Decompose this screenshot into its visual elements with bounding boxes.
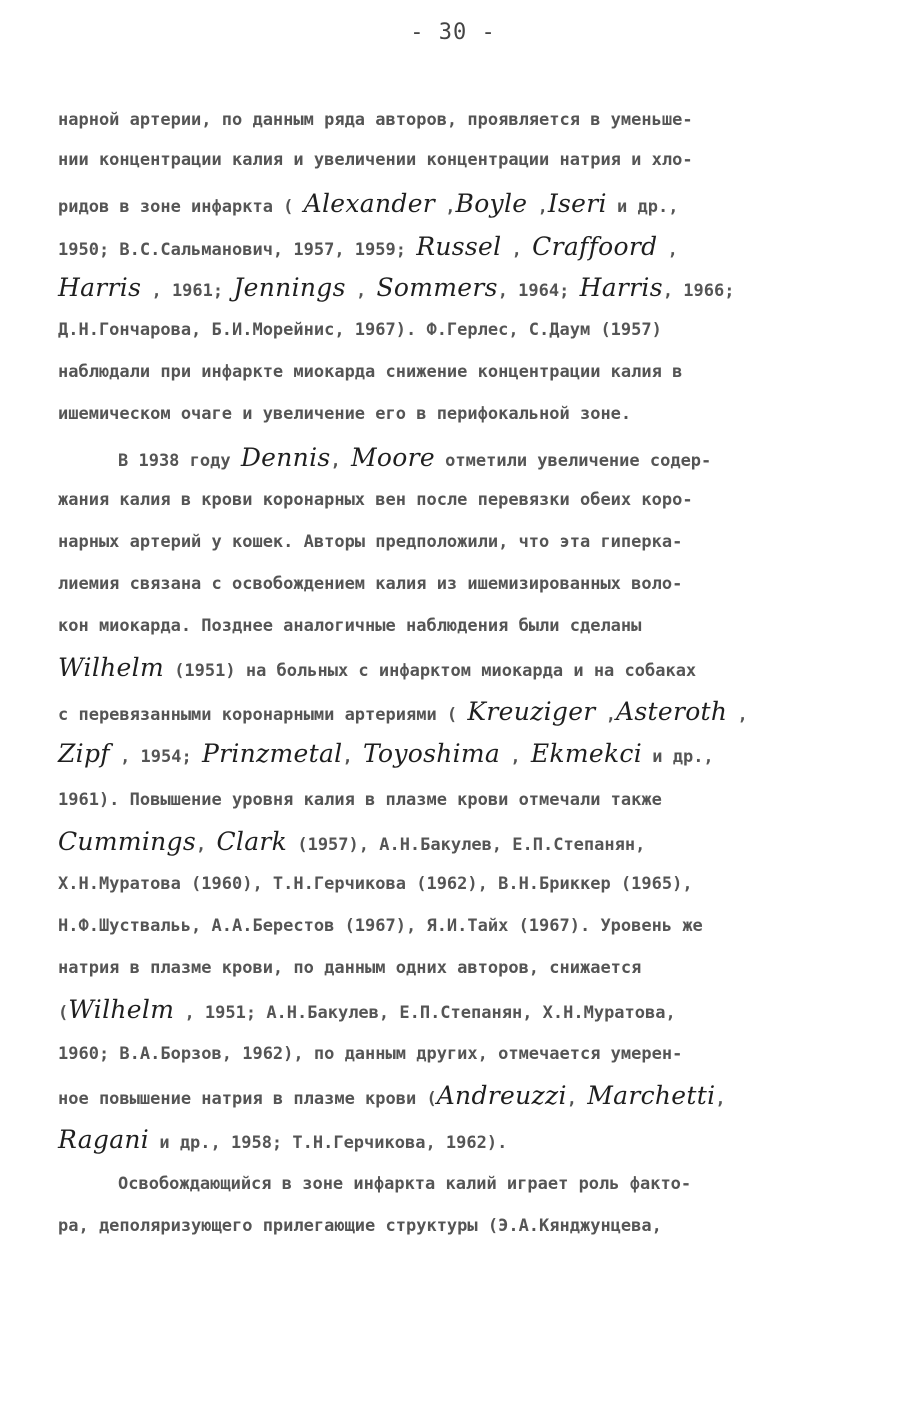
text-line [58,184,858,224]
typed-text: , 1951; А.Н.Бакулев, Е.П.Степанян, Х.Н.Муратова, [174,1003,676,1023]
typed-text: , [727,705,748,725]
text-line [58,310,858,350]
typed-text: ра, деполяризующего прилегающие структуры (Э.А.Кянджунцева, [58,1216,662,1236]
handwritten-name: Craffoord [532,232,658,261]
handwritten-name: Zipf [58,739,110,768]
typed-text: , 1954; [109,747,202,767]
typed-text: , [657,240,678,260]
text-line [58,864,858,904]
typed-text: нарных артерий у кошек. Авторы предположили, что эта гиперка- [58,532,683,552]
typed-text: , [527,197,548,217]
typed-text: Освобождающийся в зоне инфаркта калий играет роль факто- [118,1174,692,1194]
text-line [58,100,858,140]
handwritten-name: Kreuziger [467,697,596,726]
typed-text: , 1961; [141,281,234,301]
typed-text: , 1964; [497,281,580,301]
typed-text: Х.Н.Муратова (1960), Т.Н.Герчикова (1962), В.Н.Бриккер (1965), [58,874,693,894]
typed-text: В 1938 году [118,451,241,471]
text-line [58,480,858,520]
text-line [58,822,858,862]
handwritten-name: Harris [579,273,663,302]
typed-text: , [501,240,533,260]
typed-text: , [435,197,456,217]
handwritten-name: Jennings [233,273,346,302]
handwritten-name: Marchetti [587,1081,716,1110]
text-line [58,352,858,392]
handwritten-name: Harris [58,273,142,302]
typed-text: и др., [642,747,714,767]
typed-text: 1960; В.А.Борзов, 1962), по данным других, отмечается умерен- [58,1044,683,1064]
typed-text: 1950; В.С.Сальманович, 1957, 1959; [58,240,417,260]
text-line [58,140,858,180]
typed-text: отметили увеличение содер- [434,451,712,471]
text-line [58,692,858,732]
text-line [58,227,858,267]
text-line [58,1076,858,1116]
typed-text: , [330,451,351,471]
typed-text: с перевязанными коронарными артериями ( [58,705,468,725]
handwritten-name: Alexander [303,189,436,218]
typed-text: наблюдали при инфаркте миокарда снижение концентрации калия в [58,362,683,382]
text-line [118,438,906,478]
typed-text: , [500,747,531,767]
typed-text: и др., 1958; Т.Н.Герчикова, 1962). [149,1133,508,1153]
handwritten-name: Sommers [376,273,498,302]
typed-text: и др., [606,197,679,217]
page-number: - 30 - [410,20,496,45]
typed-text: нарной артерии, по данным ряда авторов, проявляется в уменьше- [58,110,693,130]
typed-text: (1951) на больных с инфарктом миокарда и на собаках [163,661,697,681]
handwritten-name: Boyle [455,189,528,218]
text-line [58,734,858,774]
typed-text: Д.Н.Гончарова, Б.И.Морейнис, 1967). Ф.Герлес, С.Даум (1957) [58,320,662,340]
typed-text: ное повышение натрия в плазме крови ( [58,1089,437,1109]
handwritten-name: Wilhelm [68,995,175,1024]
typed-text: Н.Ф.Шуствальь, А.А.Берестов (1967), Я.И.Тайх (1967). Уровень же [58,916,703,936]
handwritten-name: Andreuzzi [436,1081,567,1110]
typed-text: , [195,835,217,855]
text-line [58,564,858,604]
text-line [118,1164,906,1204]
text-line [58,522,858,562]
typed-text: (1957), А.Н.Бакулев, Е.П.Степанян, [287,835,646,855]
typed-text: ридов в зоне инфаркта ( [58,197,304,217]
typed-text: , 1966; [662,281,735,301]
text-line [58,606,858,646]
handwritten-name: Ekmekci [530,739,643,768]
typed-text: , [342,747,363,767]
typed-text: , [595,705,617,725]
handwritten-name: Cummings [58,827,196,856]
typed-text: жания калия в крови коронарных вен после перевязки обеих коро- [58,490,693,510]
text-line [58,1206,858,1246]
text-line [58,268,858,308]
handwritten-name: Ragani [58,1125,150,1154]
typed-text: ( [58,1003,69,1023]
text-line [58,394,858,434]
text-line [58,948,858,988]
typed-text: ишемическом очаге и увеличение его в перифокальной зоне. [58,404,632,424]
handwritten-name: Russel [416,232,502,261]
handwritten-name: Prinzmetal [201,739,343,768]
handwritten-name: Clark [216,827,288,856]
text-line [58,906,858,946]
typed-text: , [345,281,377,301]
handwritten-name: Asteroth [616,697,728,726]
handwritten-name: Wilhelm [58,653,164,682]
typed-text: 1961). Повышение уровня калия в плазме крови отмечали также [58,790,662,810]
handwritten-name: Moore [350,443,435,472]
handwritten-name: Toyoshima [362,739,501,768]
text-line [58,780,858,820]
text-line [58,1034,858,1074]
text-line [58,990,858,1030]
typed-text: нии концентрации калия и увеличении концентрации натрия и хло- [58,150,693,170]
typed-text: , [566,1089,588,1109]
typed-text: , [715,1089,726,1109]
typed-text: кон миокарда. Позднее аналогичные наблюдения были сделаны [58,616,642,636]
typed-text: лиемия связана с освобождением калия из ишемизированных воло- [58,574,683,594]
handwritten-name: Dennis [240,443,331,472]
text-line [58,1120,858,1160]
handwritten-name: Iseri [547,189,607,218]
text-line [58,648,858,688]
typed-text: натрия в плазме крови, по данным одних авторов, снижается [58,958,642,978]
